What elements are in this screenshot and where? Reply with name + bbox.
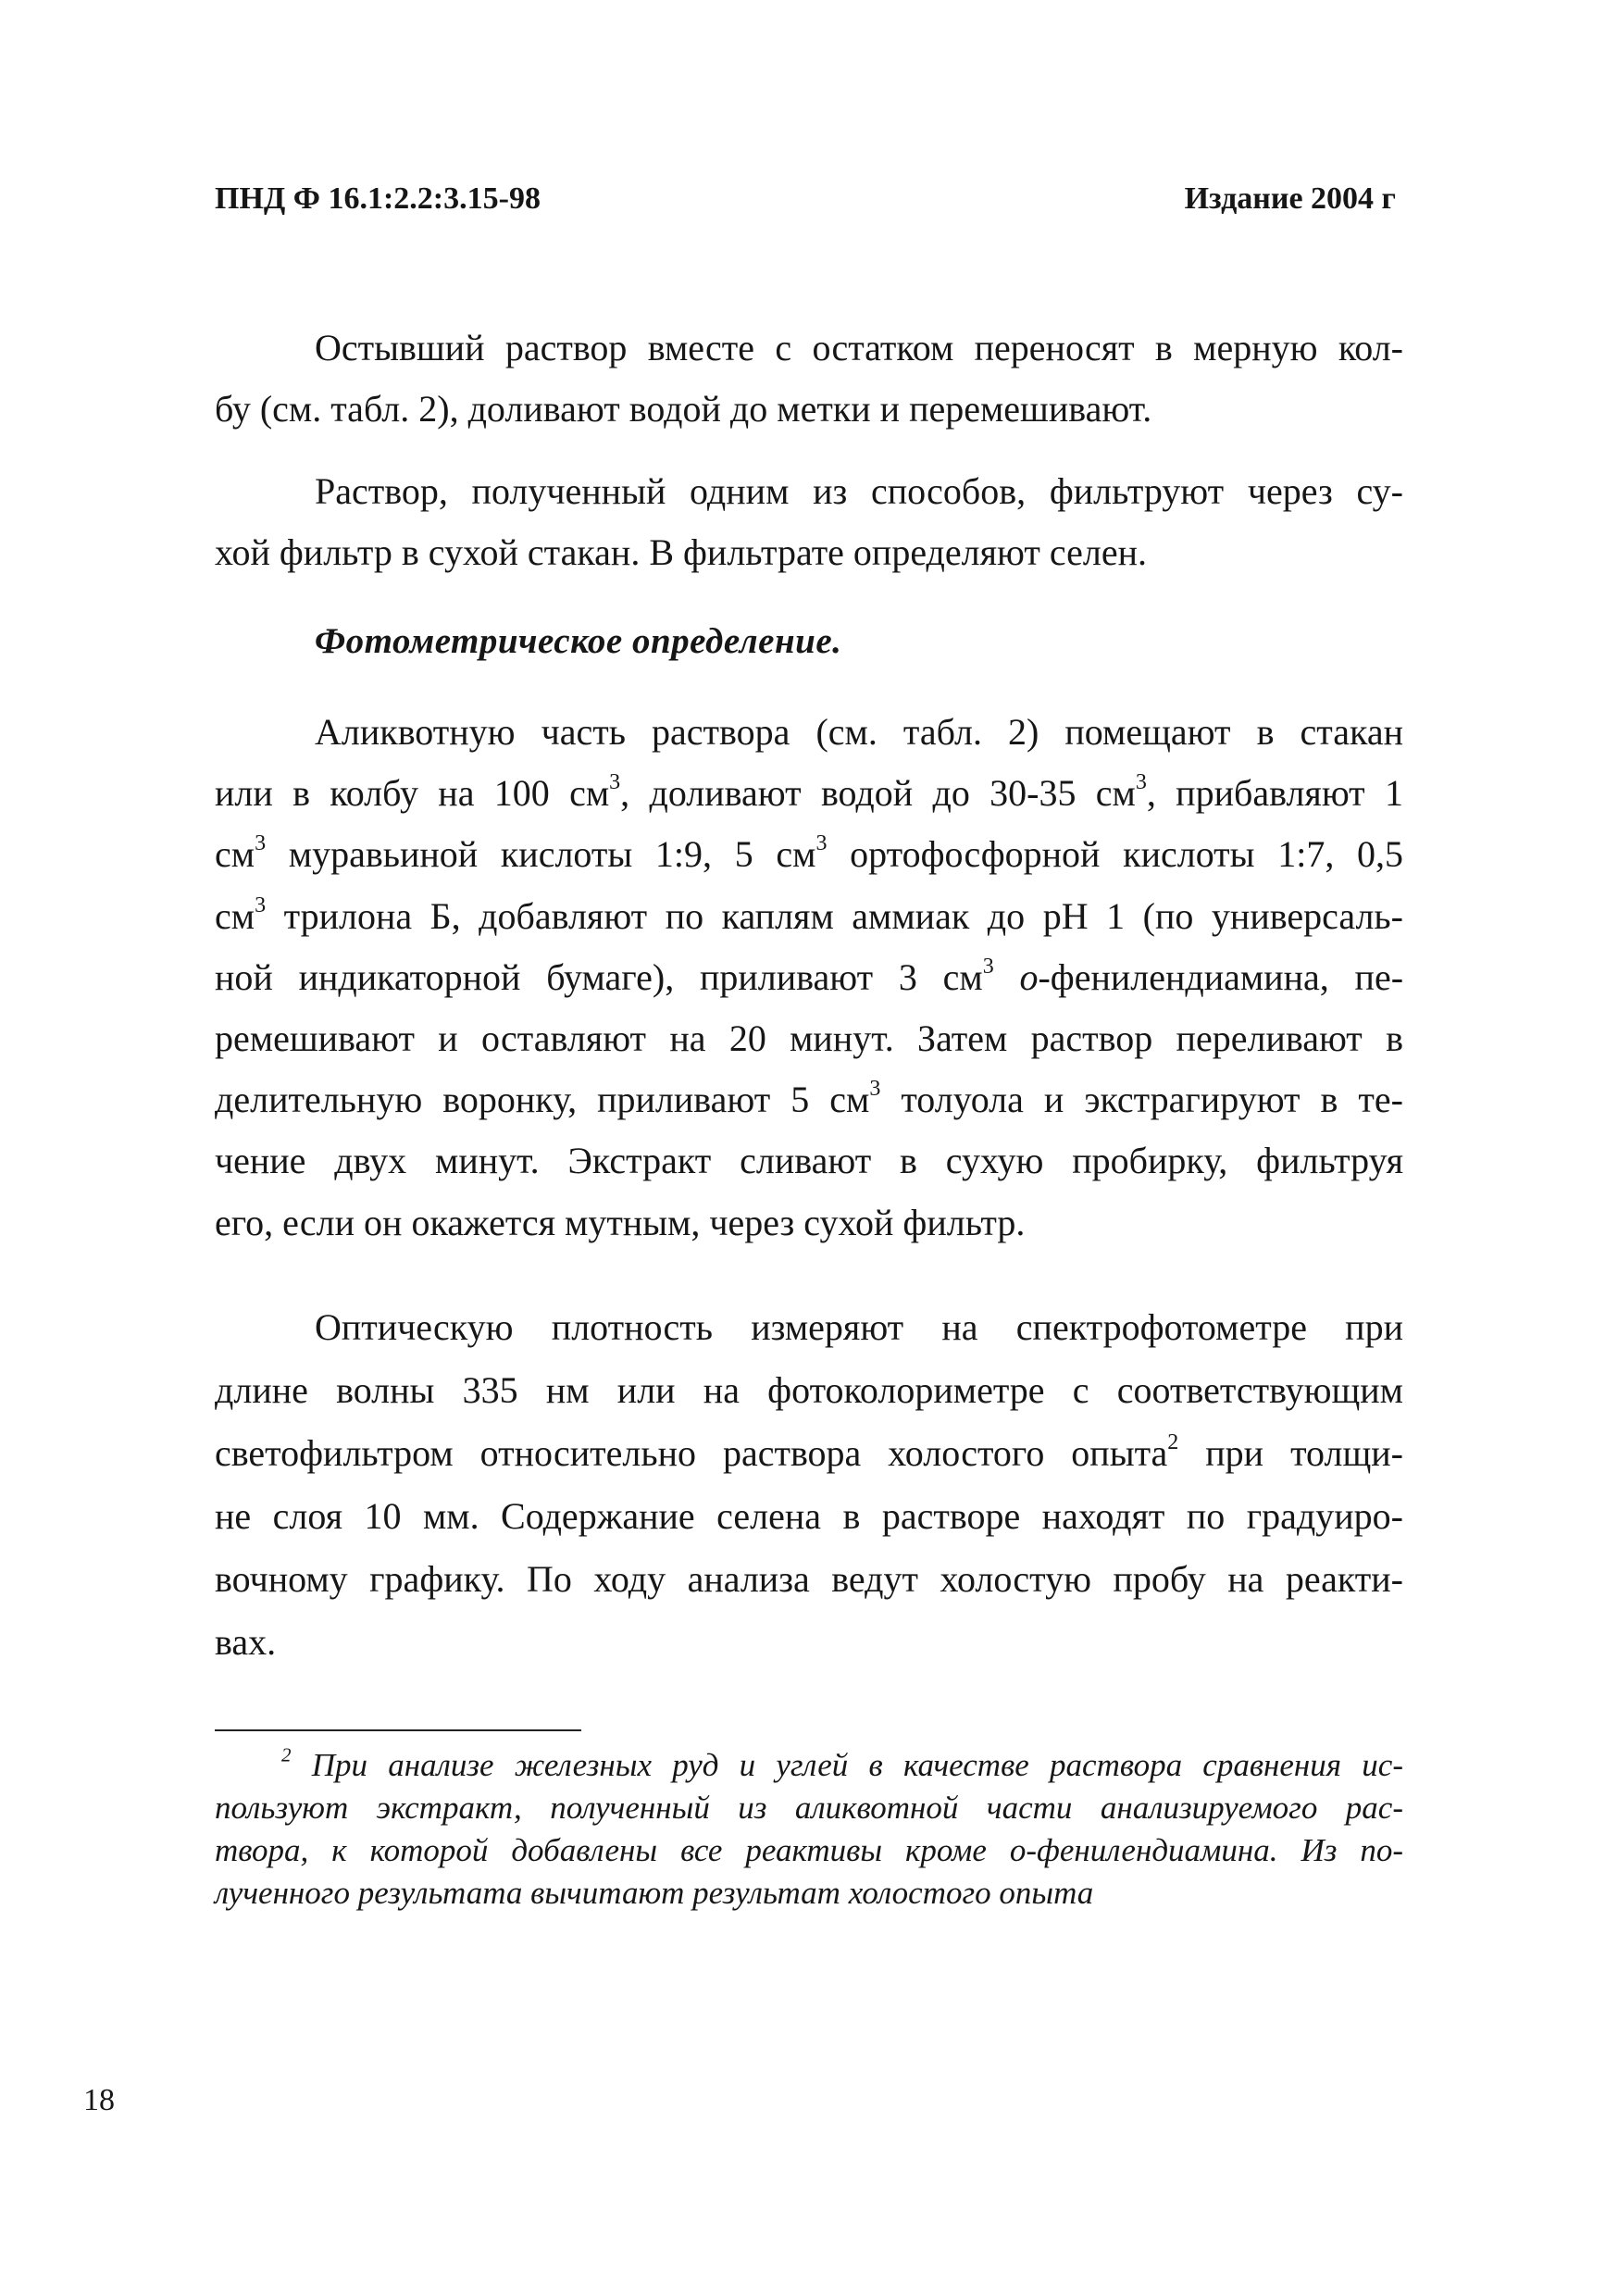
superscript: 3 xyxy=(255,892,267,917)
text-line: $см^3$ муравьиной кислоты 1:9, 5 $см^3$ ортофосфорной кислоты 1:7, 0,5 xyxy=(215,831,1403,876)
superscript: 3 xyxy=(982,954,994,979)
text-line: Остывший раствор вместе с остатком переносят в мерную кол- xyxy=(315,327,1403,368)
page-number: 18 xyxy=(83,2083,115,2117)
footnote-line: твора, к которой добавлены все реактивы кроме о-фенилендиамина. Из по- xyxy=(215,1832,1403,1868)
footnote xyxy=(215,1744,1403,1915)
text-line: $см^3$ трилона Б, добавляют по каплям аммиак до рН 1 (по универсаль- xyxy=(215,892,1403,937)
text-line: ной индикаторной бумаге), приливают 3 $см^3$ о-фенилендиамина, пе- xyxy=(215,954,1404,998)
superscript: 3 xyxy=(815,831,828,856)
text-line: светофильтром относительно раствора холостого опыта$^2$ при толщи- xyxy=(215,1430,1403,1474)
footnote-line: лученного результата вычитают результат холостого опыта xyxy=(215,1875,1094,1911)
text-line: Раствор, полученный одним из способов, фильтруют через су- xyxy=(315,470,1403,512)
text-line: Оптическую плотность измеряют на спектрофотометре при xyxy=(315,1306,1403,1348)
text-line: его, если он окажется мутным, через сухой фильтр. xyxy=(215,1201,1026,1243)
superscript: 3 xyxy=(609,770,621,795)
edition-label: Издание 2004 г xyxy=(1184,181,1396,216)
text-line: хой фильтр в сухой стакан. В фильтрате определяют селен. xyxy=(215,531,1147,573)
paragraph-optical-density xyxy=(215,1296,1403,1674)
superscript: 3 xyxy=(1135,770,1147,795)
footnote-line: пользуют экстракт, полученный из аликвотной части анализируемого рас- xyxy=(215,1790,1403,1826)
text-line: или в колбу на 100 $см^3$, доливают водой до 30-35 $см^3$, прибавляют 1 xyxy=(215,770,1403,815)
text-line: ремешивают и оставляют на 20 минут. Затем раствор переливают в xyxy=(215,1017,1403,1060)
superscript: 3 xyxy=(869,1077,881,1102)
text-line: бу (см. табл. 2), доливают водой до метки и перемешивают. xyxy=(215,388,1152,430)
section-heading: Фотометрическое определение. xyxy=(315,621,842,661)
text-line: вах. xyxy=(215,1621,277,1663)
paragraph-photometric-procedure xyxy=(215,702,1403,1254)
footnote-divider xyxy=(215,1729,581,1731)
text-line: чение двух минут. Экстракт сливают в сухую пробирку, фильтруя xyxy=(215,1140,1403,1182)
text-line: Аликвотную часть раствора (см. табл. 2) помещают в стакан xyxy=(315,711,1403,753)
footnote-reference: 2 xyxy=(1167,1430,1179,1454)
text-line: не слоя 10 мм. Содержание селена в растворе находят по градуиро- xyxy=(215,1495,1403,1537)
paragraph-transfer-solution xyxy=(215,318,1403,440)
document-code: ПНД Ф 16.1:2.2:3.15-98 xyxy=(215,181,541,216)
text-line: вочному графику. По ходу анализа ведут холостую пробу на реакти- xyxy=(215,1558,1403,1600)
footnote-marker: 2 xyxy=(281,1743,292,1766)
footnote-line: $^2$ При анализе железных руд и углей в качестве раствора сравнения ис- xyxy=(281,1743,1403,1783)
text-line: длине волны 335 нм или на фотоколориметре с соответствующим xyxy=(215,1369,1403,1411)
superscript: 3 xyxy=(255,831,267,856)
text-line: делительную воронку, приливают 5 $см^3$ толуола и экстрагируют в те- xyxy=(215,1077,1403,1121)
paragraph-filtration xyxy=(215,461,1403,583)
